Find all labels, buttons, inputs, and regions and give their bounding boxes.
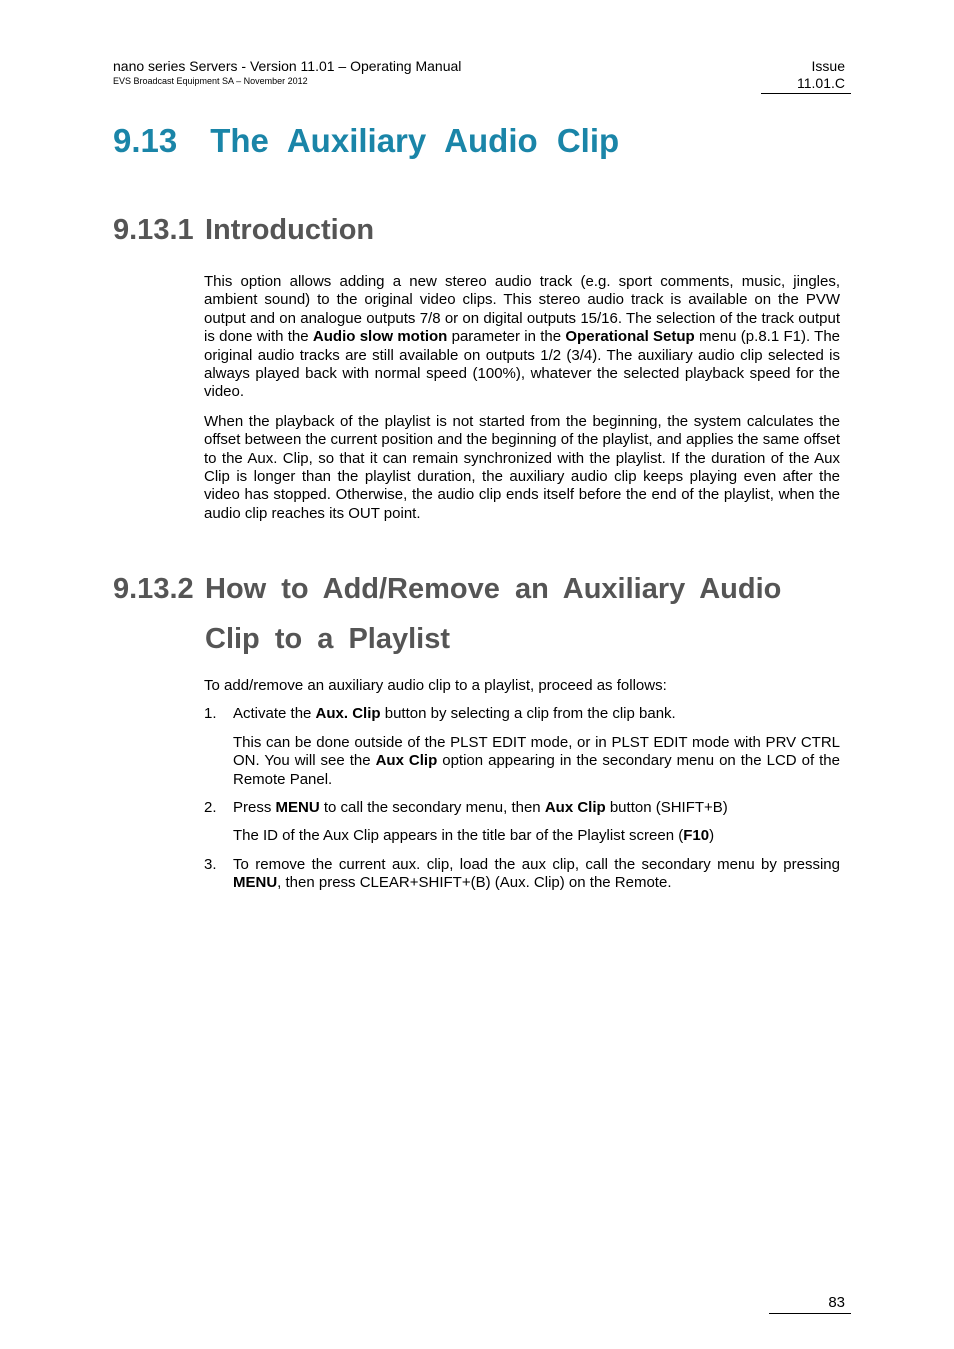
section-heading	[113, 121, 619, 161]
bold-term: MENU	[275, 799, 320, 817]
header-subtitle: EVS Broadcast Equipment SA – November 2012	[113, 76, 308, 86]
subsection-title-line2: Clip to a Playlist	[205, 623, 450, 655]
step-number: 2.	[204, 799, 217, 817]
issue-block	[761, 58, 851, 94]
text-run: , then press CLEAR+SHIFT+(B) (Aux. Clip) on the Remote.	[277, 874, 672, 892]
text-run: This can be done outside of the PLST EDIT mode, or in PLST EDIT mode with PRV CTRL ON. You will see the	[233, 733, 840, 770]
step-number: 1.	[204, 705, 217, 723]
text-run: Activate the	[233, 705, 316, 723]
header-title: nano series Servers - Version 11.01 – Operating Manual	[113, 58, 462, 74]
bold-term: Operational Setup	[565, 328, 695, 346]
step-number: 3.	[204, 855, 217, 873]
section-title: The Auxiliary Audio Clip	[210, 122, 620, 159]
issue-value: 11.01.C	[761, 75, 851, 94]
subsection-number: 9.13.1	[113, 214, 194, 246]
procedure-body	[204, 677, 840, 893]
subsection-heading-introduction	[113, 211, 374, 249]
text-run: option appearing in the secondary menu on the LCD of the Remote Panel.	[233, 752, 840, 788]
text-run: This option allows adding a new stereo audio track (e.g. sport comments, music, jingles, ambient sound) to the original video clips. This stereo audio track is available on the PVW output and on analogue outputs 7/8 or on digital outputs 15/16. The selection of the track output is done with the	[204, 273, 840, 346]
procedure-lead: To add/remove an auxiliary audio clip to a playlist, proceed as follows:	[204, 677, 667, 694]
intro-paragraph-1	[204, 273, 840, 402]
section-number: 9.13	[113, 122, 178, 159]
text-run: button (SHIFT+B)	[605, 799, 728, 817]
text-run: To remove the current aux. clip, load the aux clip, call the secondary menu by pressing	[233, 855, 840, 873]
text-run: Press	[233, 799, 276, 817]
text-run: button by selecting a clip from the clip bank.	[380, 705, 676, 723]
bold-term: Aux Clip	[375, 752, 438, 770]
bold-term: Aux Clip	[544, 799, 606, 817]
page-header	[113, 58, 461, 87]
subsection-number: 9.13.2	[113, 573, 194, 605]
step-item	[204, 856, 840, 893]
bold-term: F10	[683, 827, 710, 845]
bold-term: MENU	[233, 874, 278, 892]
subsection-title: Introduction	[205, 214, 375, 246]
text-run: menu (p.8.1 F1). The original audio tracks are still available on outputs 1/2 (3/4). The auxiliary audio clip selected is always played back with normal speed (100%), whatever the selected playback speed for the video.	[204, 328, 840, 401]
text-run: )	[709, 827, 715, 845]
step-text	[233, 705, 840, 723]
intro-paragraph-2: When the playback of the playlist is not started from the beginning, the system calculates the offset between the current position and the beginning of the playlist, and applies the same offset to the Aux. Clip, so that it can remain synchronized with the playlist. If the duration of the Aux Clip is longer than the playlist duration, the auxiliary audio clip keeps playing even after the video has stopped. Otherwise, the audio clip ends itself before the end of the playlist, when the audio clip reaches its OUT point.	[204, 412, 840, 522]
text-run: to call the secondary menu, then	[319, 799, 545, 817]
step-note	[233, 827, 840, 845]
subsection-heading-howto	[113, 564, 781, 664]
step-note	[233, 734, 840, 789]
step-text	[233, 856, 840, 893]
step-text	[233, 799, 840, 817]
step-item	[204, 705, 840, 789]
step-item	[204, 799, 840, 846]
page-number: 83	[769, 1294, 851, 1314]
procedure-steps	[204, 705, 840, 892]
text-run: parameter in the	[447, 328, 566, 346]
subsection-title-line1: How to Add/Remove an Auxiliary Audio	[205, 573, 782, 605]
issue-label: Issue	[811, 58, 845, 74]
bold-term: Audio slow motion	[312, 328, 448, 346]
bold-term: Aux. Clip	[315, 705, 381, 723]
text-run: The ID of the Aux Clip appears in the title bar of the Playlist screen (	[233, 827, 684, 845]
introduction-body	[204, 273, 840, 523]
